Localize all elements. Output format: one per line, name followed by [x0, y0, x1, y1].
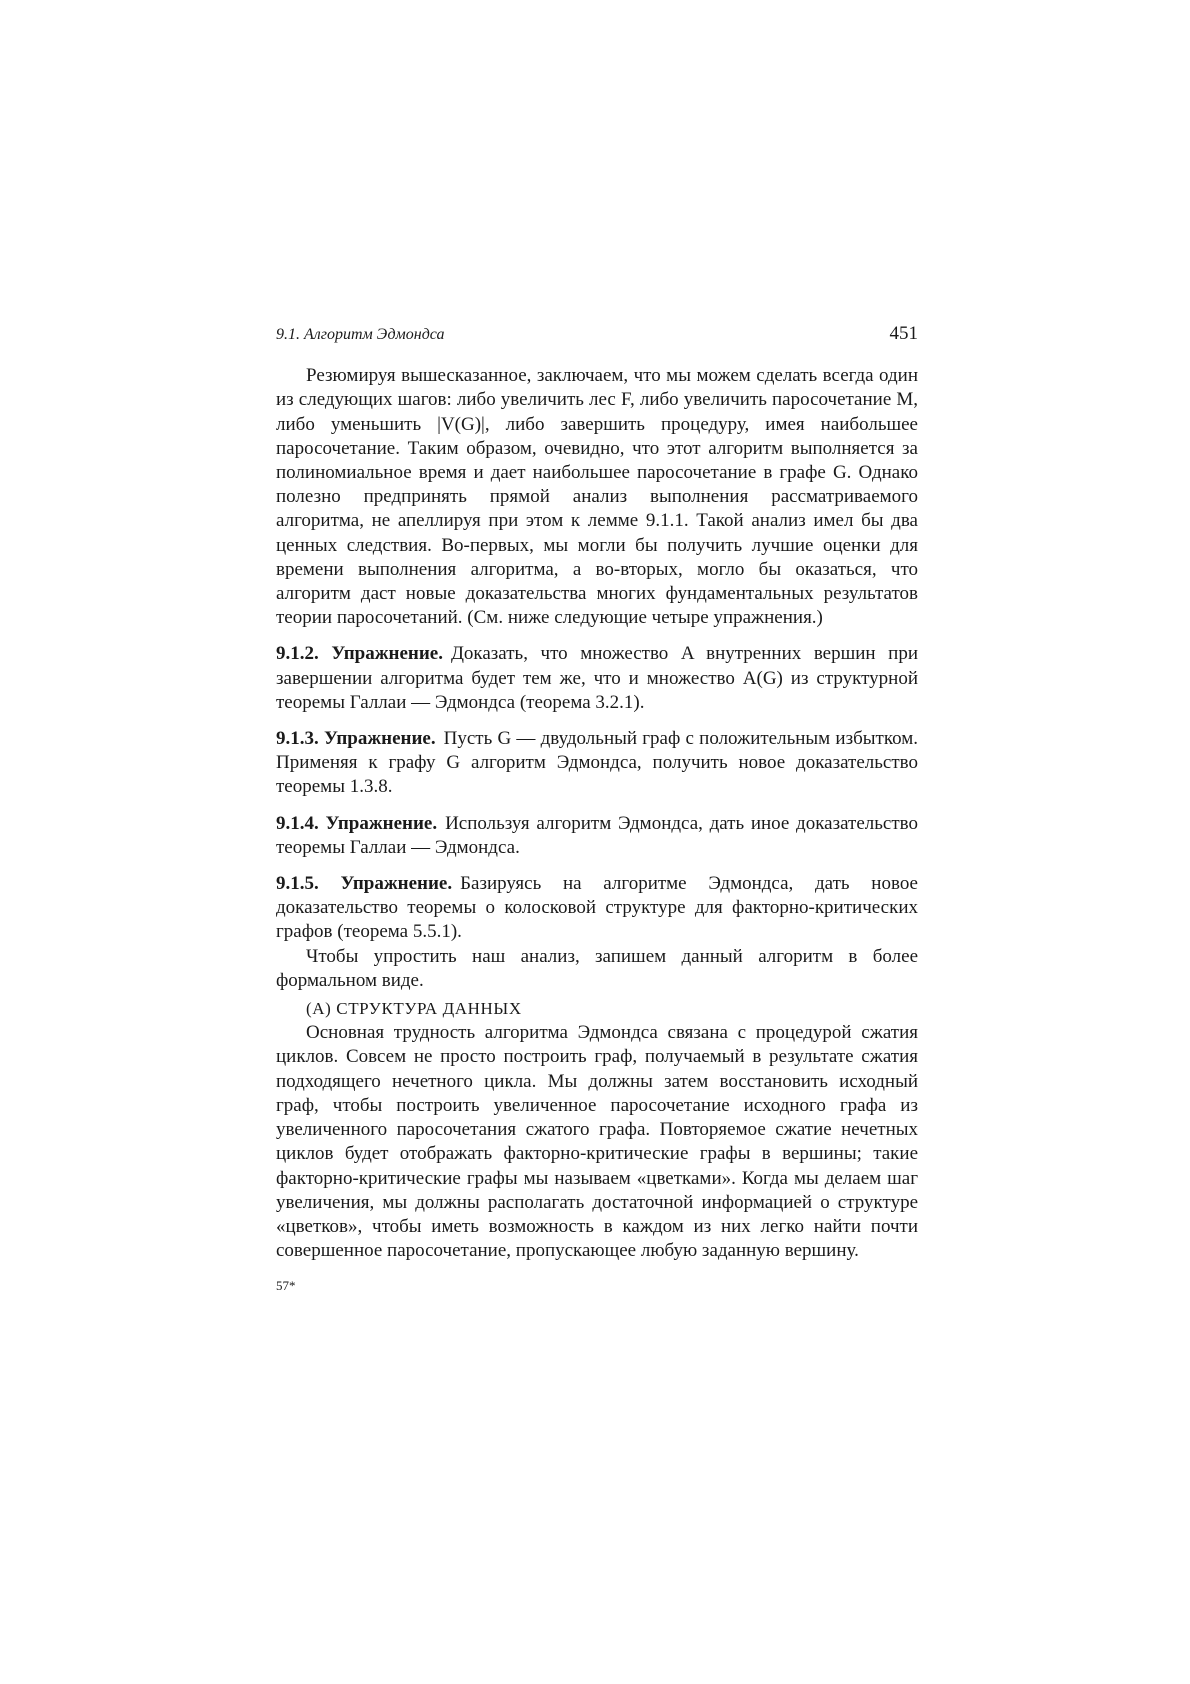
section-body: Основная трудность алгоритма Эдмондса связана с процедурой сжатия циклов. Совсем не просто построить граф, получаемый в результате сжатия подходящего нечетного цикла. Мы должны затем восстановить исходный граф, чтобы построить увеличенное паросочетание исходного графа из увеличенного паросочетания сжатого графа. Повторяемое сжатие нечетных циклов будет отображать факторно-критические графы в вершины; такие факторно-критические графы мы называем «цветками». Когда мы делаем шаг увеличения, мы должны располагать достаточной информацией о структуре «цветков», чтобы иметь возможность в каждом из них легко найти почти совершенное паросочетание, пропускающее любую заданную вершину.: [276, 1022, 918, 1262]
exercise-label: 9.1.3. Упражнение.: [276, 728, 436, 750]
exercise-text: Пусть G — двудольный граф с положительным избытком. Применяя к графу G алгоритм Эдмондса, получить новое доказательство теоремы 1.3.8.: [276, 728, 919, 798]
running-title: 9.1. Алгоритм Эдмондса: [276, 326, 445, 343]
exercise-text: Доказать, что множество A внутренних вершин при завершении алгоритма будет тем же, что и множество A(G) из структурной теоремы Галлаи — Эдмондса (теорема 3.2.1).: [276, 643, 918, 713]
exercise-label: 9.1.4. Упражнение.: [276, 812, 438, 834]
exercise-label: 9.1.2. Упражнение.: [276, 643, 443, 665]
exercise-text: Базируясь на алгоритме Эдмондса, дать новое доказательство теоремы о колосковой структуре для факторно-критических графов (теорема 5.5.1).: [276, 873, 918, 943]
running-head: [276, 322, 918, 347]
exercise-text: Используя алгоритм Эдмондса, дать иное доказательство теоремы Галлаи — Эдмондса.: [276, 812, 918, 858]
intro-paragraph: Резюмируя вышесказанное, заключаем, что мы можем сделать всегда один из следующих шагов: либо увеличить лес F, либо увеличить паросочетание M, либо уменьшить |V(G)|, либо завершить процедуру, имея наибольшее паросочетание. Таким образом, очевидно, что этот алгоритм выполняется за полиномиальное время и дает наибольшее паросочетание в графе G. Однако полезно предпринять прямой анализ выполнения рассматриваемого алгоритма, не апеллируя при этом к лемме 9.1.1. Такой анализ имел бы два ценных следствия. Во-первых, мы могли бы получить лучшие оценки для времени выполнения алгоритма, а во-вторых, могло бы оказаться, что алгоритм даст новые доказательства многих фундаментальных результатов теории паросочетаний. (См. ниже следующие четыре упражнения.): [276, 365, 918, 629]
exercise-9-1-5: [276, 872, 918, 945]
exercise-9-1-4: [276, 812, 918, 860]
signature-mark: 57*: [276, 1278, 296, 1294]
exercise-9-1-3: [276, 727, 918, 800]
transition-paragraph: Чтобы упростить наш анализ, запишем данный алгоритм в более формальном виде.: [276, 945, 918, 991]
page-number: 451: [889, 323, 918, 344]
book-page: [276, 322, 918, 1299]
exercise-9-1-2: [276, 642, 918, 715]
section-title: (А) СТРУКТУРА ДАННЫХ: [306, 999, 522, 1019]
exercise-label: 9.1.5. Упражнение.: [276, 873, 453, 895]
